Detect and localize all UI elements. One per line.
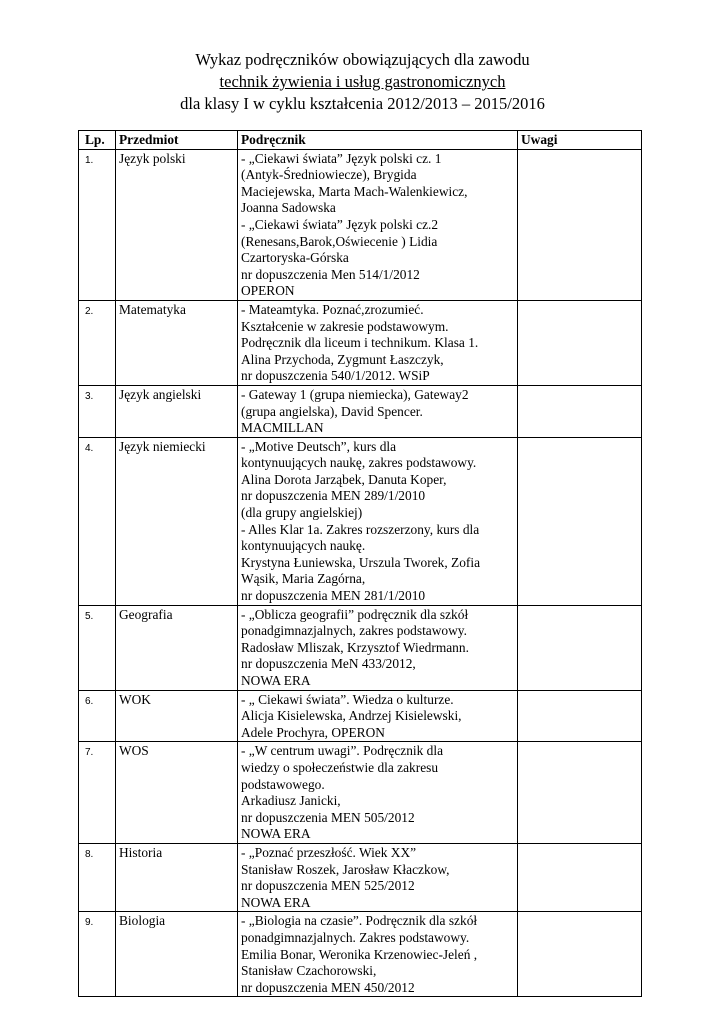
- header-textbook: Podręcznik: [238, 131, 518, 150]
- textbook-line: MACMILLAN: [241, 420, 324, 436]
- subject-cell: Matematyka: [116, 300, 238, 385]
- table-row: [79, 149, 642, 300]
- textbook-line: ponadgimnazjalnych, zakres podstawowy.: [241, 623, 467, 639]
- row-number: 2.: [79, 300, 116, 385]
- textbook-line: (Renesans,Barok,Oświecenie ) Lidia: [241, 233, 438, 249]
- textbook-line: NOWA ERA: [241, 673, 311, 688]
- table-row: [79, 385, 642, 437]
- textbook-line: kontynuujących naukę, zakres podstawowy.: [241, 455, 477, 471]
- textbook-cell: [238, 912, 518, 997]
- textbook-line: ponadgimnazjalnych. Zakres podstawowy.: [241, 929, 470, 945]
- textbook-line: Kształcenie w zakresie podstawowym.: [241, 318, 449, 334]
- textbook-line: Arkadiusz Janicki,: [241, 793, 341, 809]
- table-row: [79, 605, 642, 690]
- title-line-3-cycle: dla klasy I w cyklu kształcenia 2012/2013 – 2015/2016: [180, 94, 545, 113]
- subject-cell: Geografia: [116, 605, 238, 690]
- table-header-row: [79, 131, 642, 150]
- notes-cell: [518, 300, 642, 385]
- subject-cell: WOK: [116, 690, 238, 742]
- textbook-cell: [238, 843, 518, 911]
- textbook-line: Joanna Sadowska: [241, 200, 336, 216]
- textbook-line: nr dopuszczenia 540/1/2012. WSiP: [241, 368, 430, 384]
- textbook-line: - „Motive Deutsch”, kurs dla: [241, 438, 397, 454]
- textbook-line: Alina Dorota Jarząbek, Danuta Koper,: [241, 471, 447, 487]
- notes-cell: [518, 742, 642, 844]
- notes-cell: [518, 912, 642, 997]
- table-row: [79, 437, 642, 605]
- textbook-line: wiedzy o społeczeństwie dla zakresu: [241, 759, 439, 775]
- textbook-line: Stanisław Czachorowski,: [241, 963, 377, 979]
- textbook-line: - „Ciekawi świata” Język polski cz.2: [241, 216, 439, 232]
- textbook-cell: [238, 149, 518, 300]
- textbook-line: NOWA ERA: [241, 894, 311, 910]
- textbook-line: Radosław Mliszak, Krzysztof Wiedrmann.: [241, 639, 469, 655]
- textbook-line: Alicja Kisielewska, Andrzej Kisielewski,: [241, 708, 462, 724]
- table-row: [79, 690, 642, 742]
- textbook-line: (dla grupy angielskiej): [241, 505, 363, 521]
- textbook-cell: [238, 300, 518, 385]
- title-line-2-profession: technik żywienia i usług gastronomicznych: [219, 72, 506, 91]
- textbook-line: nr dopuszczenia Men 514/1/2012: [241, 266, 420, 282]
- textbook-line: nr dopuszczenia MeN 433/2012,: [241, 656, 416, 672]
- notes-cell: [518, 843, 642, 911]
- row-number: 4.: [79, 437, 116, 605]
- textbook-line: - „ Ciekawi świata”. Wiedza o kulturze.: [241, 691, 454, 707]
- textbook-line: podstawowego.: [241, 776, 325, 792]
- textbook-line: kontynuujących naukę.: [241, 538, 366, 554]
- textbook-line: NOWA ERA: [241, 826, 311, 842]
- textbook-line: Czartoryska-Górska: [241, 250, 349, 266]
- textbook-line: nr dopuszczenia MEN 525/2012: [241, 878, 415, 894]
- textbook-line: - Gateway 1 (grupa niemiecka), Gateway2: [241, 386, 469, 402]
- subject-cell: Język niemiecki: [116, 437, 238, 605]
- table-row: [79, 843, 642, 911]
- textbook-cell: [238, 605, 518, 690]
- subject-cell: Język angielski: [116, 385, 238, 437]
- textbook-line: nr dopuszczenia MEN 450/2012: [241, 979, 415, 995]
- textbook-cell: [238, 742, 518, 844]
- header-lp: Lp.: [79, 131, 116, 150]
- textbook-cell: [238, 437, 518, 605]
- textbook-line: nr dopuszczenia MEN 289/1/2010: [241, 488, 426, 504]
- textbook-line: (grupa angielska), David Spencer.: [241, 403, 423, 419]
- title-line-1: Wykaz podręczników obowiązujących dla zawodu: [195, 50, 530, 69]
- document-title: [0, 49, 725, 115]
- table-row: [79, 300, 642, 385]
- textbook-line: Wąsik, Maria Zagórna,: [241, 571, 366, 587]
- textbook-line: Stanisław Roszek, Jarosław Kłaczkow,: [241, 861, 450, 877]
- textbook-line: Podręcznik dla liceum i technikum. Klasa 1.: [241, 335, 479, 351]
- textbook-line: - Alles Klar 1a. Zakres rozszerzony, kurs dla: [241, 521, 480, 537]
- textbook-table: [78, 130, 642, 997]
- textbook-cell: [238, 690, 518, 742]
- textbook-line: - „Poznać przeszłość. Wiek XX”: [241, 844, 417, 860]
- notes-cell: [518, 690, 642, 742]
- textbook-line: - „Biologia na czasie”. Podręcznik dla szkół: [241, 913, 478, 929]
- textbook-line: Emilia Bonar, Weronika Krzenowiec-Jeleń ,: [241, 946, 478, 962]
- textbook-line: nr dopuszczenia MEN 281/1/2010: [241, 588, 426, 604]
- textbook-cell: [238, 385, 518, 437]
- subject-cell: Historia: [116, 843, 238, 911]
- textbook-line: Alina Przychoda, Zygmunt Łaszczyk,: [241, 351, 444, 367]
- table-row: [79, 742, 642, 844]
- subject-cell: Język polski: [116, 149, 238, 300]
- textbook-line: - „W centrum uwagi”. Podręcznik dla: [241, 743, 444, 759]
- textbook-line: Krystyna Łuniewska, Urszula Tworek, Zofia: [241, 554, 481, 570]
- textbook-line: Maciejewska, Marta Mach-Walenkiewicz,: [241, 183, 468, 199]
- notes-cell: [518, 149, 642, 300]
- row-number: 6.: [79, 690, 116, 742]
- row-number: 8.: [79, 843, 116, 911]
- notes-cell: [518, 437, 642, 605]
- textbook-line: nr dopuszczenia MEN 505/2012: [241, 809, 415, 825]
- row-number: 7.: [79, 742, 116, 844]
- textbook-line: - „Ciekawi świata” Język polski cz. 1: [241, 150, 442, 166]
- subject-cell: Biologia: [116, 912, 238, 997]
- textbook-line: Adele Prochyra, OPERON: [241, 724, 385, 740]
- header-notes: Uwagi: [518, 131, 642, 150]
- table-body: [79, 149, 642, 997]
- row-number: 9.: [79, 912, 116, 997]
- notes-cell: [518, 605, 642, 690]
- textbook-line: (Antyk-Średniowiecze), Brygida: [241, 167, 417, 183]
- notes-cell: [518, 385, 642, 437]
- subject-cell: WOS: [116, 742, 238, 844]
- row-number: 5.: [79, 605, 116, 690]
- table-row: [79, 912, 642, 997]
- row-number: 3.: [79, 385, 116, 437]
- textbook-line: - Mateamtyka. Poznać,zrozumieć.: [241, 301, 424, 317]
- textbook-line: - „Oblicza geografii” podręcznik dla szkół: [241, 606, 469, 622]
- row-number: 1.: [79, 149, 116, 300]
- header-subject: Przedmiot: [116, 131, 238, 150]
- textbook-line: OPERON: [241, 283, 295, 299]
